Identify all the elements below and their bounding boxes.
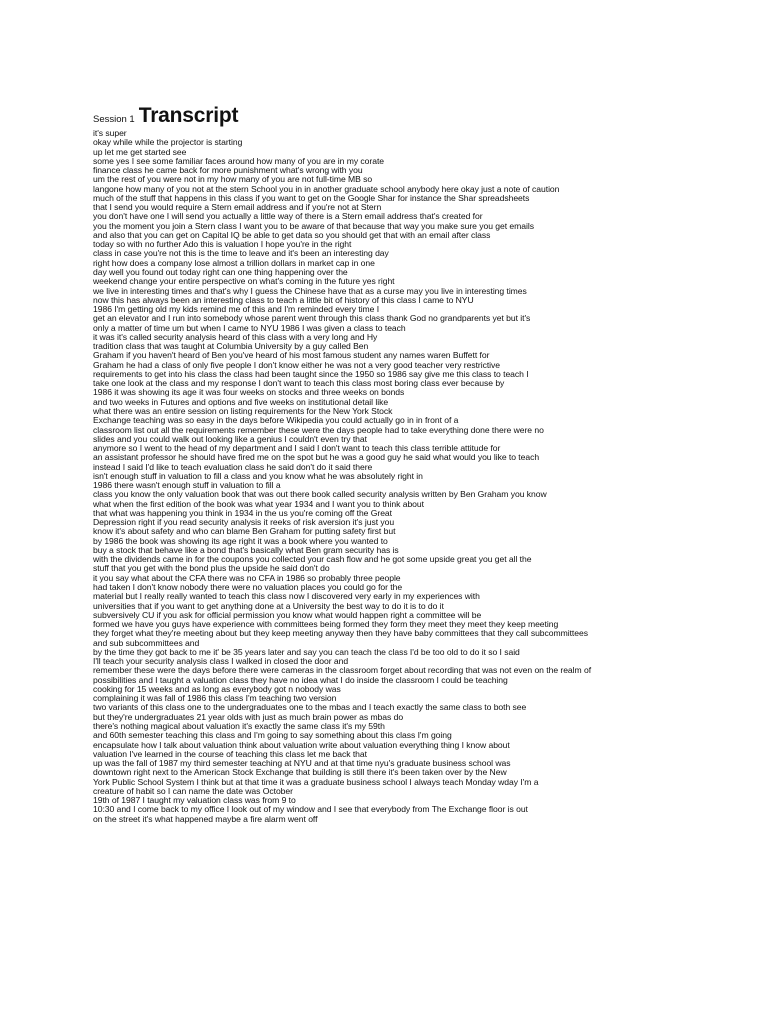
- transcript-line: tradition class that was taught at Columbia University by a guy called Ben: [93, 341, 369, 352]
- transcript-line: possibilities and I taught a valuation class they have no idea what I do inside the classroom I could be teaching: [93, 674, 508, 685]
- transcript-line: isn't enough stuff in valuation to fill a class and you know what he was absolutely right in: [93, 470, 423, 481]
- transcript-line: 1986 I'm getting old my kids remind me of this and I'm reminded every time I: [93, 304, 380, 315]
- transcript-line: that I send you would require a Stern email address and if you're not at Stern: [93, 202, 382, 213]
- transcript-line: much of the stuff that happens in this class if you want to get on the Google Shar for instance the Shar spreadsheets: [93, 192, 530, 203]
- transcript-line: creature of habit so I can name the date was October: [93, 785, 293, 796]
- transcript-line: Exchange teaching was so easy in the days before Wikipedia you could actually go in in front of a: [93, 415, 459, 426]
- transcript-line: buy a stock that behave like a bond that's basically what Ben gram security has is: [93, 544, 399, 555]
- transcript-line: it was it's called security analysis heard of this class with a very long and Hy: [93, 331, 378, 342]
- transcript-line: okay while while the projector is starting: [93, 137, 243, 148]
- transcript-body: [93, 129, 765, 824]
- transcript-line: 1986 there wasn't enough stuff in valuation to fill a: [93, 480, 281, 491]
- transcript-line: universities that if you want to get anything done at a University the best way to do it is to do it: [93, 600, 444, 611]
- transcript-line: stuff that you get with the bond plus the upside he said don't do: [93, 563, 330, 574]
- transcript-line: up let me get started see: [93, 146, 187, 157]
- transcript-line: by the time they got back to me it' be 35 years later and say you can teach the class I'd be too old to do it so I said: [93, 646, 520, 657]
- transcript-line: day well you found out today right can one thing happening over the: [93, 266, 348, 277]
- transcript-line: langone how many of you not at the stern School you in in another graduate school anybody here okay just a note of caution: [93, 183, 560, 194]
- transcript-line: take one look at the class and my response I don't want to teach this class most boring class ever because by: [93, 378, 505, 389]
- transcript-line: what there was an entire session on listing requirements for the New York Stock: [93, 405, 393, 416]
- transcript-line: 10:30 and I come back to my office I look out of my window and I see that everybody from The Exchange floor is out: [93, 804, 528, 815]
- transcript-line: requirements to get into his class the class had been taught since the 1950 so 1986 say give me this class to teach I: [93, 368, 529, 379]
- transcript-page: [93, 104, 765, 824]
- transcript-line: classroom list out all the requirements remember these were the days people had to take everything done there were no: [93, 424, 544, 435]
- transcript-line: subversively CU if you ask for official permission you know what would happen right a committee will be: [93, 609, 482, 620]
- transcript-line: today so with no further Ado this is valuation I hope you're in the right: [93, 239, 352, 250]
- transcript-line: and 60th semester teaching this class and I'm going to say something about this class I'm going: [93, 730, 452, 741]
- transcript-line: an assistant professor he should have fired me on the spot but he was a good guy he said what would you like to teach: [93, 452, 540, 463]
- transcript-line: um the rest of you were not in my how many of you are not full-time MB so: [93, 174, 373, 185]
- transcript-line: valuation I've learned in the course of teaching this class let me back that: [93, 748, 367, 759]
- transcript-line: material but I really really wanted to teach this class now I discovered very early in my experiences with: [93, 591, 480, 602]
- transcript-line: know it's about safety and who can blame Ben Graham for putting safety first but: [93, 526, 396, 537]
- transcript-line: and sub subcommittees and: [93, 637, 200, 648]
- transcript-line: Graham he had a class of only five people I don't know either he was not a very good teacher very restrictive: [93, 359, 501, 370]
- transcript-line: instead I said I'd like to teach evaluation class he said don't do it said there: [93, 461, 373, 472]
- transcript-line: there's nothing magical about valuation it's exactly the same class it's my 59th: [93, 721, 385, 731]
- transcript-line: encapsulate how I talk about valuation think about valuation write about valuation everything thing I know about: [93, 739, 510, 750]
- transcript-line: Graham if you haven't heard of Ben you've heard of his most famous student any names waren Buffett for: [93, 350, 490, 361]
- transcript-line: downtown right next to the American Stock Exchange that building is still there it's been taken over by the New: [93, 767, 507, 778]
- transcript-line: anymore so I went to the head of my department and I said I don't want to teach this class terrible attitude for: [93, 443, 501, 454]
- transcript-line: 1986 it was showing its age it was four weeks on stocks and three weeks on bonds: [93, 387, 405, 398]
- transcript-line: by 1986 the book was showing its age right it was a book where you wanted to: [93, 535, 388, 546]
- transcript-line: remember these were the days before there were cameras in the classroom forget about recording that was not even on the realm of: [93, 665, 592, 676]
- transcript-line: two variants of this class one to the undergraduates one to the mbas and I teach exactly the same class to both see: [93, 702, 527, 713]
- transcript-line: and also that you can get on Capital IQ be able to get data so you should get that with an email after class: [93, 229, 491, 240]
- transcript-line: that what was happening you think in 1934 in the us you're coming off the Great: [93, 507, 392, 518]
- transcript-line: we live in interesting times and that's why I guess the Chinese have that as a curse may you live in interesting times: [93, 285, 527, 296]
- session-label: Session 1: [93, 114, 135, 125]
- transcript-line: you the moment you join a Stern class I want you to be aware of that because that way you make sure you get emails: [93, 220, 534, 231]
- transcript-line: it's super: [93, 128, 127, 138]
- transcript-line: formed we have you guys have experience with committees being formed they form they meet they meet they keep meeting: [93, 619, 559, 630]
- transcript-line: but they're undergraduates 21 year olds with just as much brain power as mbas do: [93, 711, 404, 722]
- transcript-line: class in case you're not this is the time to leave and it's been an interesting day: [93, 248, 389, 259]
- document-title: Transcript: [138, 104, 239, 127]
- transcript-line: you don't have one I will send you actually a little way of there is a Stern email address that's created for: [93, 211, 483, 222]
- transcript-line: weekend change your entire perspective on what's coming in the future yes right: [93, 276, 395, 287]
- transcript-line: class you know the only valuation book that was out there book called security analysis written by Ben Graham you know: [93, 489, 547, 500]
- transcript-line: right how does a company lose almost a trillion dollars in market cap in one: [93, 257, 375, 268]
- transcript-line: it you say what about the CFA there was no CFA in 1986 so probably three people: [93, 572, 401, 583]
- transcript-heading: [93, 104, 765, 128]
- transcript-line: and two weeks in Futures and options and five weeks on institutional detail like: [93, 396, 389, 407]
- transcript-line: cooking for 15 weeks and as long as everybody got n nobody was: [93, 683, 341, 694]
- transcript-line: Depression right if you read security analysis it reeks of risk aversion it's just you: [93, 517, 395, 528]
- transcript-line: with the dividends came in for the coupons you collected your cash flow and he got some upside great you get all the: [93, 554, 532, 565]
- transcript-line: they forget what they're meeting about but they keep meeting anyway then they have baby committees that they call subcommittees: [93, 628, 588, 639]
- transcript-line: finance class he came back for more punishment what's wrong with you: [93, 165, 363, 176]
- transcript-line: complaining it was fall of 1986 this class I'm teaching two version: [93, 693, 337, 704]
- transcript-line: now this has always been an interesting class to teach a little bit of history of this class I came to NYU: [93, 294, 474, 305]
- transcript-line: on the street it's what happened maybe a fire alarm went off: [93, 813, 318, 824]
- transcript-line: had taken I don't know nobody there were no valuation places you could go for the: [93, 582, 403, 593]
- transcript-line: 19th of 1987 I taught my valuation class was from 9 to: [93, 795, 296, 806]
- transcript-line: some yes I see some familiar faces around how many of you are in my corate: [93, 155, 385, 166]
- transcript-line: up was the fall of 1987 my third semester teaching at NYU and at that time nyu's graduate business school was: [93, 758, 511, 769]
- transcript-line: what when the first edition of the book was what year 1934 and I want you to think about: [93, 498, 424, 509]
- transcript-line: slides and you could walk out looking like a genius I couldn't even try that: [93, 433, 367, 444]
- transcript-line: only a matter of time um but when I came to NYU 1986 I was given a class to teach: [93, 322, 406, 333]
- transcript-line: York Public School System I think but at that time it was a graduate business school I always teach Monday wday I'm a: [93, 776, 539, 787]
- transcript-line: get an elevator and I run into somebody whose parent went through this class thank God no grandparents yet but it's: [93, 313, 531, 324]
- transcript-line: I'll teach your security analysis class I walked in closed the door and: [93, 656, 349, 667]
